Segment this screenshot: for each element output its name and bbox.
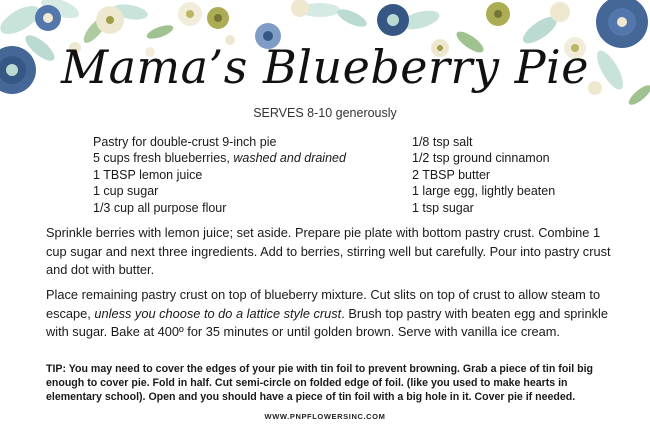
instructions-paragraph-1: Sprinkle berries with lemon juice; set aside. Prepare pie plate with bottom pastry crust. Combine 1 cup sugar and next three ingredients. Add to berries, stirring well but carefully. Pour into pastry crust and dot with butter. — [46, 225, 611, 278]
ingredient-item: 1 cup sugar — [93, 184, 159, 199]
recipe-title: Mama’s Blueberry Pie — [61, 40, 589, 94]
ingredients-right — [412, 134, 555, 216]
website-link[interactable]: WWW.PNPFLOWERSINC.COM — [264, 412, 386, 421]
ingredient-item: 2 TBSP butter — [412, 167, 491, 182]
tip-text: TIP: You may need to cover the edges of your pie with tin foil to prevent browning. Grab a piece of tin foil big enough to cover pie. Fold in half. Cut semi-circle on folded edge of foil. (like you used to make hearts in elementary school). Open and you should have a piece of tin foil with a big hole in it. Cover pie if needed. — [46, 363, 594, 403]
ingredient-item: 1 large egg, lightly beaten — [412, 184, 556, 199]
ingredient-item: 1 TBSP lemon juice — [93, 167, 203, 182]
ingredient-item: 1/8 tsp salt — [412, 135, 473, 149]
ingredient-item: 1/2 tsp ground cinnamon — [412, 151, 550, 166]
lattice-note: unless you choose to do a lattice style crust — [94, 305, 342, 321]
ingredients-left — [93, 134, 346, 216]
servings: SERVES 8-10 generously — [253, 106, 397, 120]
ingredient-item: 1/3 cup all purpose flour — [93, 200, 227, 215]
ingredient-item: 1 tsp sugar — [412, 200, 474, 215]
ingredient-item: 5 cups fresh blueberries, washed and drained — [93, 151, 346, 166]
ingredient-note: washed and drained — [233, 151, 346, 166]
instructions-paragraph-2: Place remaining pastry crust on top of blueberry mixture. Cut slits on top of crust to allow steam to escape, unless you choose to do a lattice style crust. Brush top pastry with beaten egg and sprinkle with sugar. Bake at 400º for 35 minutes or until golden brown. Serve with vanilla ice cream. — [46, 287, 608, 340]
ingredient-item: Pastry for double-crust 9-inch pie — [93, 135, 277, 149]
